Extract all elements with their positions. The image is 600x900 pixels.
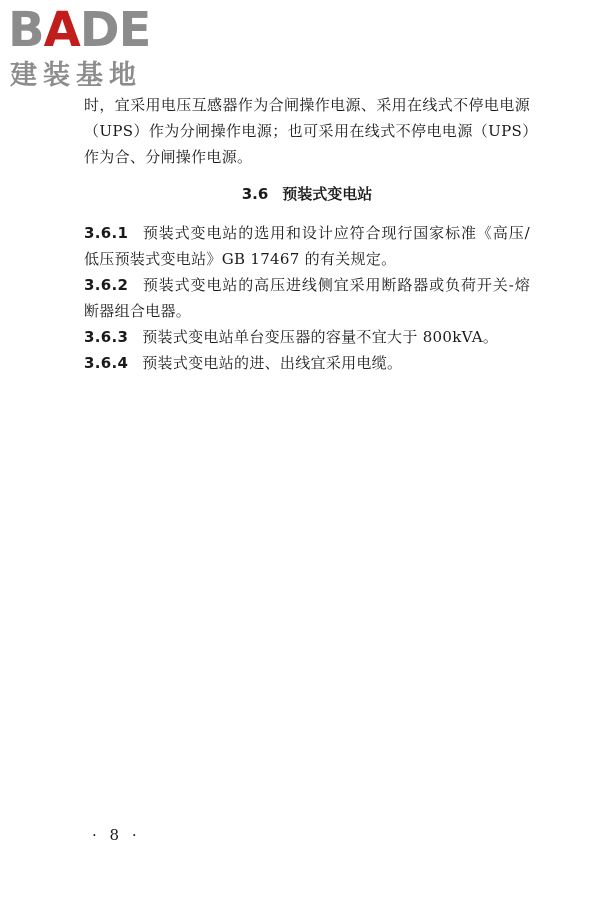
clause-3-6-4: [84, 350, 530, 376]
logo-letter-b: B: [8, 2, 44, 58]
clause-number: 3.6.1: [84, 224, 129, 242]
clause-text: 预装式变电站的选用和设计应符合现行国家标准《高压/低压预装式变电站》GB 17467 的有关规定。: [84, 224, 530, 268]
logo-mark: [8, 4, 150, 56]
clause-text: 预装式变电站的高压进线侧宜采用断路器或负荷开关-熔断器组合电器。: [84, 276, 530, 320]
logo-subtitle: 建装基地: [10, 60, 142, 91]
section-heading: [84, 182, 530, 206]
clause-number: 3.6.3: [84, 328, 129, 346]
section-number: 3.6: [241, 185, 269, 203]
clause-number: 3.6.4: [84, 354, 129, 372]
document-body: [84, 92, 530, 376]
clause-3-6-3: [84, 324, 530, 350]
logo-letters-de: DE: [79, 2, 151, 58]
clause-3-6-2: [84, 272, 530, 324]
clause-text: 预装式变电站单台变压器的容量不宜大于 800kVA。: [142, 328, 499, 346]
page-number: · 8 ·: [92, 826, 141, 844]
section-title: 预装式变电站: [282, 185, 373, 203]
clause-number: 3.6.2: [84, 276, 129, 294]
bade-logo: [8, 4, 178, 94]
clause-3-6-1: [84, 220, 530, 272]
clause-text: 预装式变电站的进、出线宜采用电缆。: [142, 354, 403, 372]
logo-letter-a: A: [43, 2, 80, 58]
intro-paragraph: 时，宜采用电压互感器作为合闸操作电源、采用在线式不停电电源（UPS）作为分闸操作电源；也可采用在线式不停电电源（UPS）作为合、分闸操作电源。: [84, 96, 530, 166]
